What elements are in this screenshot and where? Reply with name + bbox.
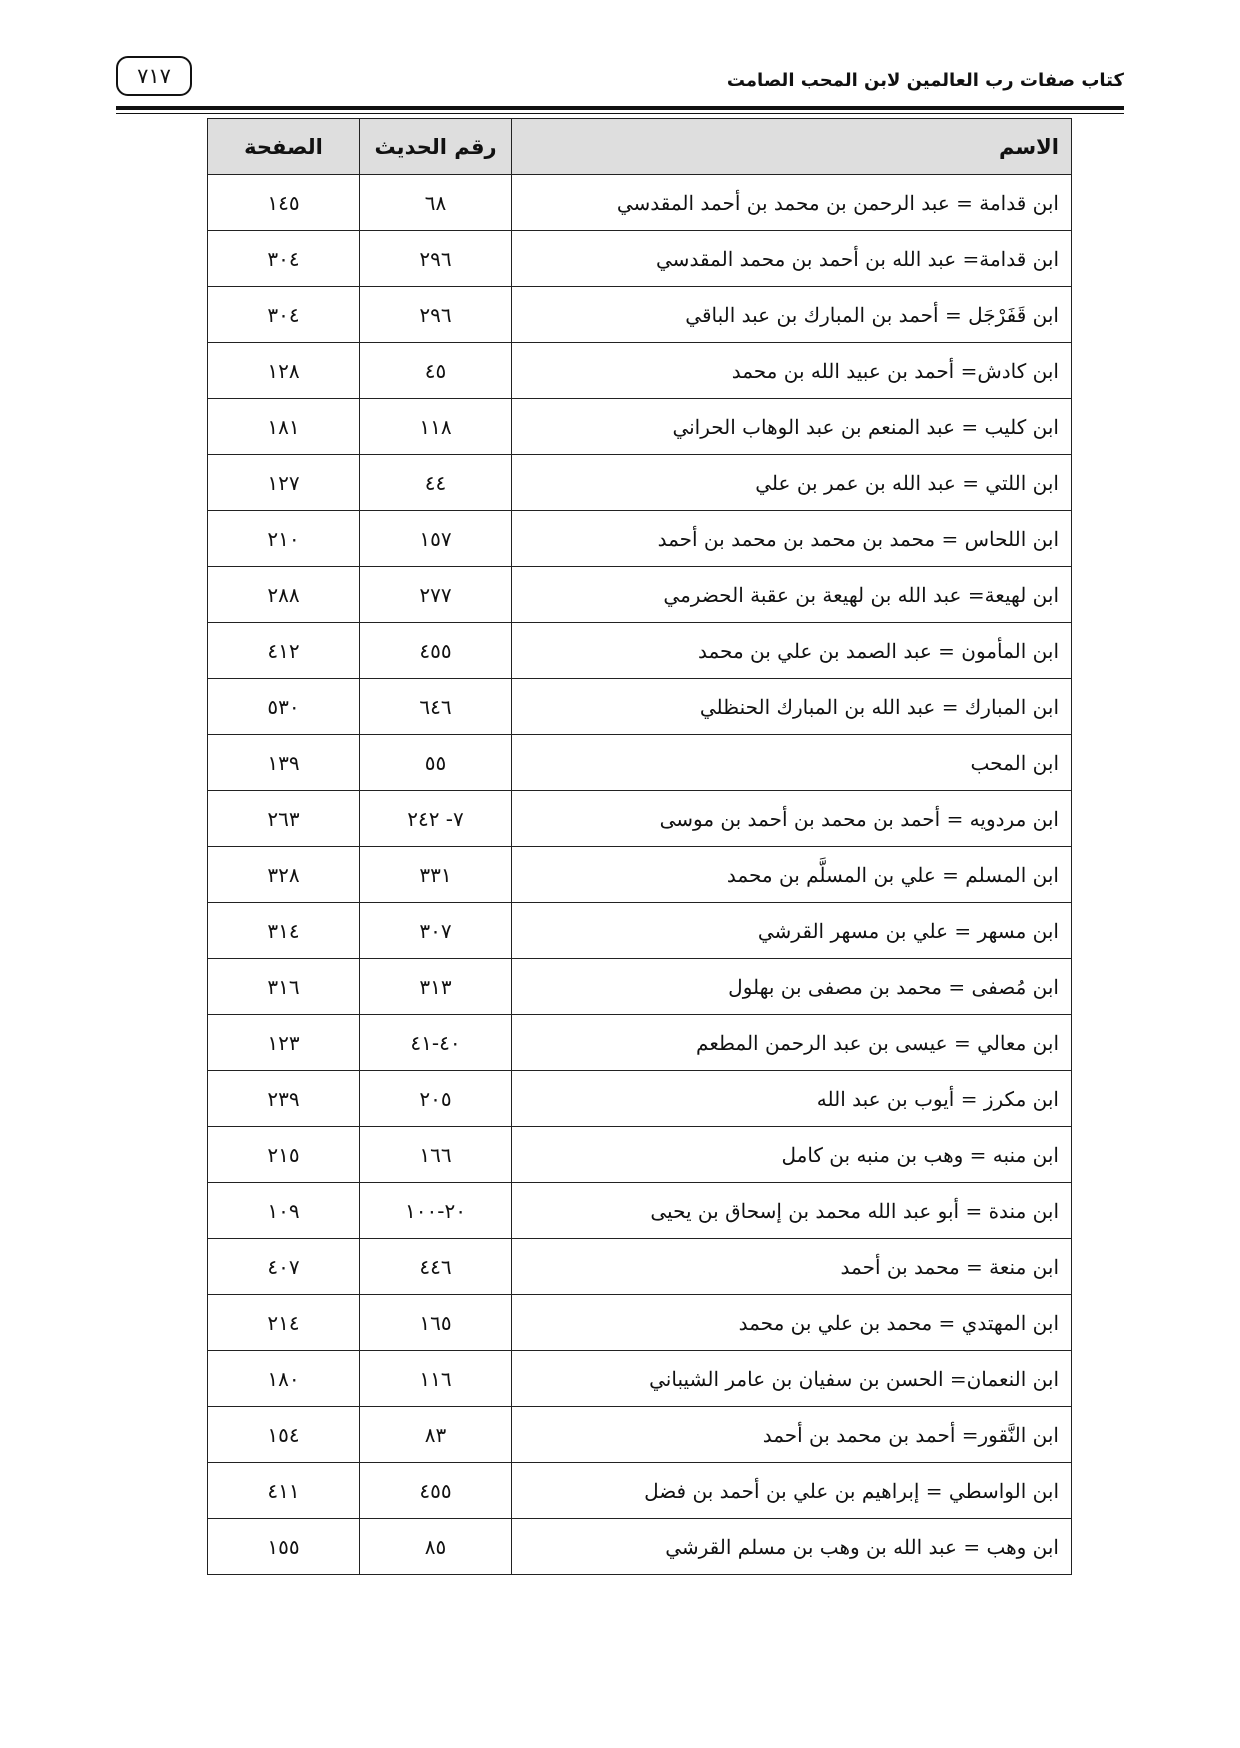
page-number-cell: ١٥٥ [208, 1519, 360, 1575]
page-number-cell: ٢٦٣ [208, 791, 360, 847]
table-row [208, 175, 1072, 231]
page-number-cell: ٣١٦ [208, 959, 360, 1015]
page-number-cell: ١٢٣ [208, 1015, 360, 1071]
narrator-name: ابن قَفَرْجَل = أحمد بن المبارك بن عبد الباقي [512, 287, 1072, 343]
hadith-number: ٢٠٥ [360, 1071, 512, 1127]
hadith-number: ٢٩٦ [360, 231, 512, 287]
table-row [208, 1015, 1072, 1071]
page-number-cell: ٢١٠ [208, 511, 360, 567]
table-header-row [208, 119, 1072, 175]
page-number: ٧١٧ [116, 56, 192, 96]
table-row [208, 959, 1072, 1015]
page-number-cell: ٥٣٠ [208, 679, 360, 735]
narrator-name: ابن مسهر = علي بن مسهر القرشي [512, 903, 1072, 959]
hadith-number: ٤٥٥ [360, 623, 512, 679]
narrator-name: ابن قدامة = عبد الرحمن بن محمد بن أحمد المقدسي [512, 175, 1072, 231]
narrator-name: ابن منبه = وهب بن منبه بن كامل [512, 1127, 1072, 1183]
hadith-number: ١١٦ [360, 1351, 512, 1407]
narrator-name: ابن اللتي = عبد الله بن عمر بن علي [512, 455, 1072, 511]
page-number-cell: ٢١٤ [208, 1295, 360, 1351]
narrator-name: ابن مندة = أبو عبد الله محمد بن إسحاق بن يحيى [512, 1183, 1072, 1239]
hadith-number: ٣١٣ [360, 959, 512, 1015]
page-number-cell: ١٠٩ [208, 1183, 360, 1239]
page-number-cell: ١٣٩ [208, 735, 360, 791]
narrator-name: ابن المبارك = عبد الله بن المبارك الحنظلي [512, 679, 1072, 735]
table-row [208, 1407, 1072, 1463]
page-number-cell: ٤١٢ [208, 623, 360, 679]
narrator-name: ابن كليب = عبد المنعم بن عبد الوهاب الحراني [512, 399, 1072, 455]
narrator-name: ابن الواسطي = إبراهيم بن علي بن أحمد بن فضل [512, 1463, 1072, 1519]
narrator-name: ابن النَّقور= أحمد بن محمد بن أحمد [512, 1407, 1072, 1463]
hadith-number: ٤٥٥ [360, 1463, 512, 1519]
narrator-name: ابن مُصفى = محمد بن مصفى بن بهلول [512, 959, 1072, 1015]
table-row [208, 1463, 1072, 1519]
header-rule-thin [116, 113, 1124, 114]
hadith-number: ٤٥ [360, 343, 512, 399]
narrator-name: ابن منعة = محمد بن أحمد [512, 1239, 1072, 1295]
hadith-number: ٥٥ [360, 735, 512, 791]
narrator-name: ابن النعمان= الحسن بن سفيان بن عامر الشيباني [512, 1351, 1072, 1407]
page-number-cell: ٣١٤ [208, 903, 360, 959]
hadith-number: ١١٨ [360, 399, 512, 455]
hadith-number: ٢٩٦ [360, 287, 512, 343]
narrator-name: ابن مكرز = أيوب بن عبد الله [512, 1071, 1072, 1127]
column-header-name: الاسم [512, 119, 1072, 175]
hadith-number: ٤٠-٤١ [360, 1015, 512, 1071]
table-row [208, 399, 1072, 455]
page-number-cell: ٤٠٧ [208, 1239, 360, 1295]
hadith-number: ٦٤٦ [360, 679, 512, 735]
table-row [208, 567, 1072, 623]
hadith-number: ٧- ٢٤٢ [360, 791, 512, 847]
page-number-cell: ٣٠٤ [208, 287, 360, 343]
table-row [208, 847, 1072, 903]
hadith-number: ٣٠٧ [360, 903, 512, 959]
page-number-cell: ١٥٤ [208, 1407, 360, 1463]
table-row [208, 903, 1072, 959]
table-row [208, 1295, 1072, 1351]
book-title: كتاب صفات رب العالمين لابن المحب الصامت [726, 70, 1124, 91]
hadith-number: ٨٣ [360, 1407, 512, 1463]
narrator-name: ابن المأمون = عبد الصمد بن علي بن محمد [512, 623, 1072, 679]
narrator-name: ابن مردويه = أحمد بن محمد بن أحمد بن موسى [512, 791, 1072, 847]
page-number-cell: ٣٢٨ [208, 847, 360, 903]
narrators-index-table [207, 118, 1072, 1575]
table-row [208, 455, 1072, 511]
table-body [208, 175, 1072, 1575]
table-row [208, 1519, 1072, 1575]
column-header-page: الصفحة [208, 119, 360, 175]
hadith-number: ٨٥ [360, 1519, 512, 1575]
hadith-number: ٤٤٦ [360, 1239, 512, 1295]
page-number-cell: ٣٠٤ [208, 231, 360, 287]
page-number-cell: ٤١١ [208, 1463, 360, 1519]
page-number-cell: ١٤٥ [208, 175, 360, 231]
page-number-cell: ٢١٥ [208, 1127, 360, 1183]
hadith-number: ٢٧٧ [360, 567, 512, 623]
table-row [208, 791, 1072, 847]
page-number-cell: ٢٨٨ [208, 567, 360, 623]
table-row [208, 511, 1072, 567]
table-row [208, 1351, 1072, 1407]
table-row [208, 735, 1072, 791]
narrator-name: ابن قدامة= عبد الله بن أحمد بن محمد المقدسي [512, 231, 1072, 287]
narrator-name: ابن المحب [512, 735, 1072, 791]
table-row [208, 231, 1072, 287]
hadith-number: ٤٤ [360, 455, 512, 511]
hadith-number: ٣٣١ [360, 847, 512, 903]
hadith-number: ٢٠-١٠٠ [360, 1183, 512, 1239]
table-row [208, 1127, 1072, 1183]
narrator-name: ابن اللحاس = محمد بن محمد بن محمد بن أحمد [512, 511, 1072, 567]
page-number-cell: ١٢٧ [208, 455, 360, 511]
page-number-cell: ١٨٠ [208, 1351, 360, 1407]
table-row [208, 1071, 1072, 1127]
hadith-number: ٦٨ [360, 175, 512, 231]
narrator-name: ابن المهتدي = محمد بن علي بن محمد [512, 1295, 1072, 1351]
hadith-number: ١٦٥ [360, 1295, 512, 1351]
page-header [116, 56, 1124, 108]
page-number-cell: ١٨١ [208, 399, 360, 455]
narrator-name: ابن لهيعة= عبد الله بن لهيعة بن عقبة الحضرمي [512, 567, 1072, 623]
narrator-name: ابن معالي = عيسى بن عبد الرحمن المطعم [512, 1015, 1072, 1071]
table-row [208, 1239, 1072, 1295]
page-number-cell: ٢٣٩ [208, 1071, 360, 1127]
narrator-name: ابن كادش= أحمد بن عبيد الله بن محمد [512, 343, 1072, 399]
table-row [208, 623, 1072, 679]
hadith-number: ١٥٧ [360, 511, 512, 567]
table-row [208, 1183, 1072, 1239]
table-row [208, 287, 1072, 343]
narrator-name: ابن وهب = عبد الله بن وهب بن مسلم القرشي [512, 1519, 1072, 1575]
table-row [208, 679, 1072, 735]
header-rule [116, 106, 1124, 110]
table-row [208, 343, 1072, 399]
narrator-name: ابن المسلم = علي بن المسلَّم بن محمد [512, 847, 1072, 903]
column-header-hadith: رقم الحديث [360, 119, 512, 175]
hadith-number: ١٦٦ [360, 1127, 512, 1183]
page-number-cell: ١٢٨ [208, 343, 360, 399]
